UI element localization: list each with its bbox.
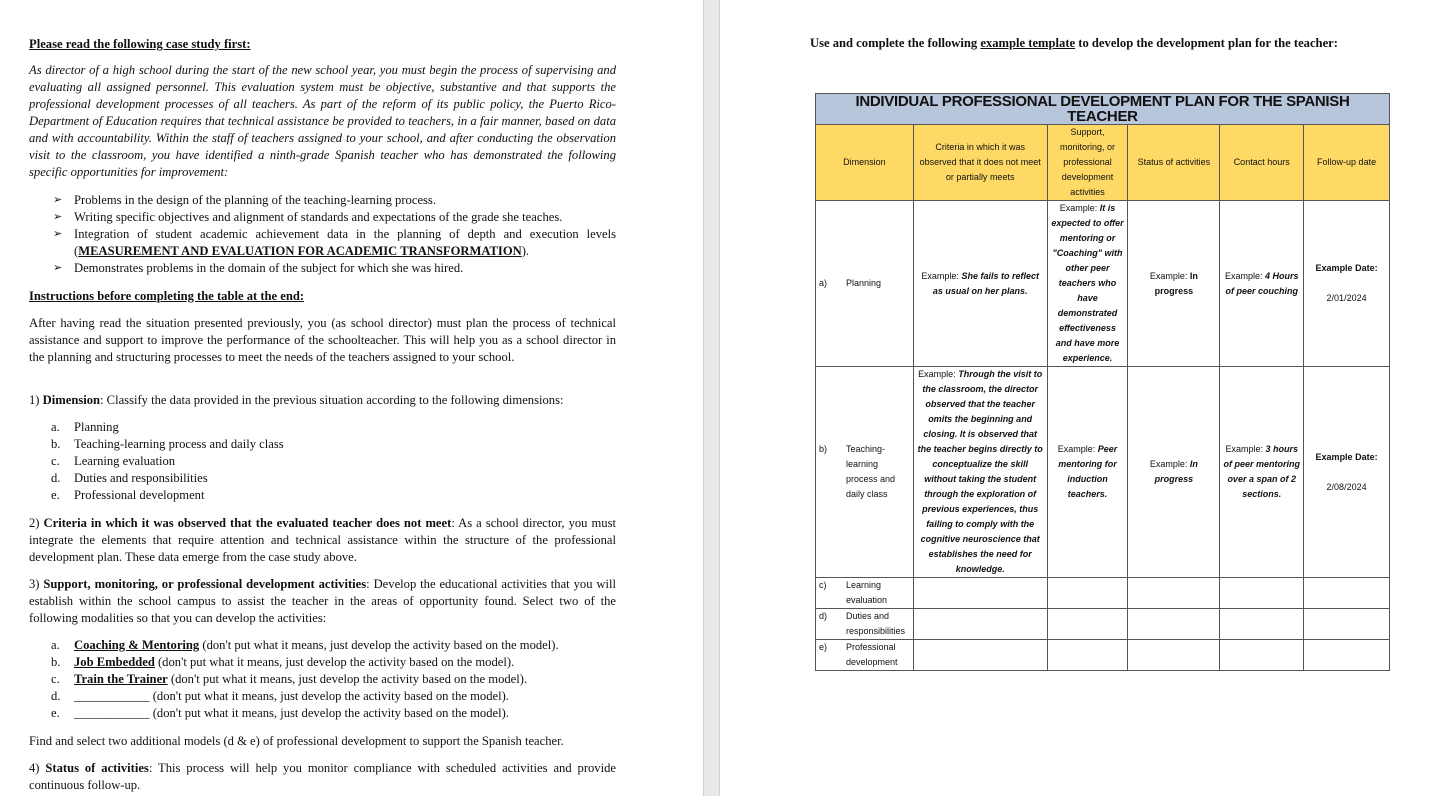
list-item: b. Teaching-learning process and daily class: [51, 437, 284, 451]
development-plan-table: [815, 93, 1390, 671]
date-cell[interactable]: [1304, 640, 1390, 671]
question-2: 2) Criteria in which it was observed that the evaluated teacher does not meet: As a school director, you must integrate the elements that require attention and technical assistance within the structure of the professional development plan. These data emerge from the case study above.: [29, 516, 616, 564]
hours-cell[interactable]: [1220, 640, 1304, 671]
document-page-right: [720, 0, 1435, 796]
date-cell[interactable]: [1304, 609, 1390, 640]
page-gutter: [703, 0, 720, 796]
table-title: INDIVIDUAL PROFESSIONAL DEVELOPMENT PLAN FOR THE SPANISH TEACHER: [816, 94, 1390, 125]
instructions-heading: Instructions before completing the table at the end:: [29, 289, 305, 303]
hours-cell[interactable]: Example: 3 hours of peer mentoring over a span of 2 sections.: [1220, 367, 1304, 578]
dimension-cell: e) Professional development: [816, 640, 914, 671]
hours-cell[interactable]: [1220, 609, 1304, 640]
date-cell[interactable]: Example Date: 2/01/2024: [1304, 201, 1390, 367]
criteria-cell[interactable]: [913, 578, 1047, 609]
hours-cell[interactable]: [1220, 578, 1304, 609]
modality-list: [29, 637, 616, 722]
instructions-text: After having read the situation presented previously, you (as school director) must plan the process of technical assistance and support to improve the performance of the schoolteacher. This will help you as a school director in the planning and structuring processes to meet the needs of the teachers assigned to your school.: [29, 316, 616, 364]
column-header: Support, monitoring, or professional development activities: [1047, 125, 1128, 201]
list-item: ➢ Demonstrates problems in the domain of the subject for which she was hired.: [29, 260, 616, 277]
table-row: [816, 201, 1390, 367]
list-item: c. Learning evaluation: [51, 454, 176, 468]
template-instruction: Use and complete the following example template to develop the development plan for the teacher:: [810, 36, 1338, 50]
criteria-cell[interactable]: Example: Through the visit to the classroom, the director observed that the teacher omits the beginning and closing. It is observed that the teacher begins directly to conceptualize the skill without taking the student through the exploration of previous experiences, thus failing to comply with the cognitive neuroscience that establishes the need for knowledge.: [913, 367, 1047, 578]
list-item: ➢ Problems in the design of the planning of the teaching-learning process.: [29, 192, 616, 209]
table-row: [816, 578, 1390, 609]
list-item: d. Duties and responsibilities: [51, 471, 208, 485]
column-header: Status of activities: [1128, 125, 1220, 201]
list-item: a. Planning: [51, 420, 119, 434]
support-cell[interactable]: [1047, 609, 1128, 640]
dimension-list: [29, 419, 616, 504]
criteria-cell[interactable]: Example: She fails to reflect as usual on her plans.: [913, 201, 1047, 367]
dimension-cell: a) Planning: [816, 201, 914, 367]
date-cell[interactable]: Example Date: 2/08/2024: [1304, 367, 1390, 578]
case-study-heading: Please read the following case study first:: [29, 37, 251, 51]
support-cell[interactable]: [1047, 578, 1128, 609]
criteria-cell[interactable]: [913, 640, 1047, 671]
status-cell[interactable]: Example: In progress: [1128, 367, 1220, 578]
column-header: Dimension: [816, 125, 914, 201]
support-cell[interactable]: Example: It is expected to offer mentoring or "Coaching" with other peer teachers who have demonstrated effectiveness and have more experience.: [1047, 201, 1128, 367]
column-header: Follow-up date: [1304, 125, 1390, 201]
criteria-cell[interactable]: [913, 609, 1047, 640]
question-1: 1) Dimension: Classify the data provided in the previous situation according to the following dimensions:: [29, 393, 564, 407]
column-header: Criteria in which it was observed that it does not meet or partially meets: [913, 125, 1047, 201]
table-header-row: [816, 125, 1390, 201]
case-study-intro: As director of a high school during the start of the new school year, you must begin the process of supervising and evaluating all assigned personnel. This evaluation system must be objective, substantive and that supports the professional development processes of all teachers. As part of the reform of its public policy, the Puerto Rico-Department of Education requires that technical assistance be provided to teachers, in a fair manner, based on data and with accountability. Within the staff of teachers assigned to your school, and after conducting the observation visit to the classroom, you have identified a ninth-grade Spanish teacher who has demonstrated the following specific opportunities for improvement:: [29, 63, 616, 179]
question-3: 3) Support, monitoring, or professional development activities: Develop the educational activities that you will establish within the school campus to assist the teacher in the areas of opportunity found. Select two of the following modalities so that you can develop the activities:: [29, 577, 616, 625]
status-cell[interactable]: [1128, 609, 1220, 640]
date-cell[interactable]: [1304, 578, 1390, 609]
support-cell[interactable]: Example: Peer mentoring for induction teachers.: [1047, 367, 1128, 578]
dimension-cell: b) Teaching-learning process and daily class: [816, 367, 914, 578]
support-cell[interactable]: [1047, 640, 1128, 671]
status-cell[interactable]: Example: In progress: [1128, 201, 1220, 367]
list-item: c. Train the Trainer (don't put what it means, just develop the activity based on the model).: [51, 672, 528, 686]
document-page-left: [0, 0, 703, 796]
status-cell[interactable]: [1128, 640, 1220, 671]
table-row: [816, 609, 1390, 640]
status-cell[interactable]: [1128, 578, 1220, 609]
find-models-text: Find and select two additional models (d & e) of professional development to support the Spanish teacher.: [29, 734, 564, 748]
dimension-cell: c) Learning evaluation: [816, 578, 914, 609]
list-item: a. Coaching & Mentoring (don't put what it means, just develop the activity based on the model).: [51, 638, 559, 652]
table-row: [816, 367, 1390, 578]
table-row: [816, 640, 1390, 671]
improvement-list: [29, 192, 616, 277]
hours-cell[interactable]: Example: 4 Hours of peer couching: [1220, 201, 1304, 367]
list-item: e. Professional development: [51, 488, 205, 502]
list-item: ➢ Writing specific objectives and alignment of standards and expectations of the grade she teaches.: [29, 209, 616, 226]
dimension-cell: d) Duties and responsibilities: [816, 609, 914, 640]
question-4: 4) Status of activities: This process will help you monitor compliance with scheduled activities and provide continuous follow-up.: [29, 761, 616, 792]
list-item: e. ____________ (don't put what it means, just develop the activity based on the model).: [51, 706, 509, 720]
column-header: Contact hours: [1220, 125, 1304, 201]
list-item: b. Job Embedded (don't put what it means, just develop the activity based on the model).: [51, 655, 515, 669]
list-item: d. ____________ (don't put what it means, just develop the activity based on the model).: [51, 689, 509, 703]
list-item: ➢ Integration of student academic achievement data in the planning of depth and execution levels (MEASUREMENT AND EVALUATION FOR ACADEMIC TRANSFORMATION).: [29, 226, 616, 260]
